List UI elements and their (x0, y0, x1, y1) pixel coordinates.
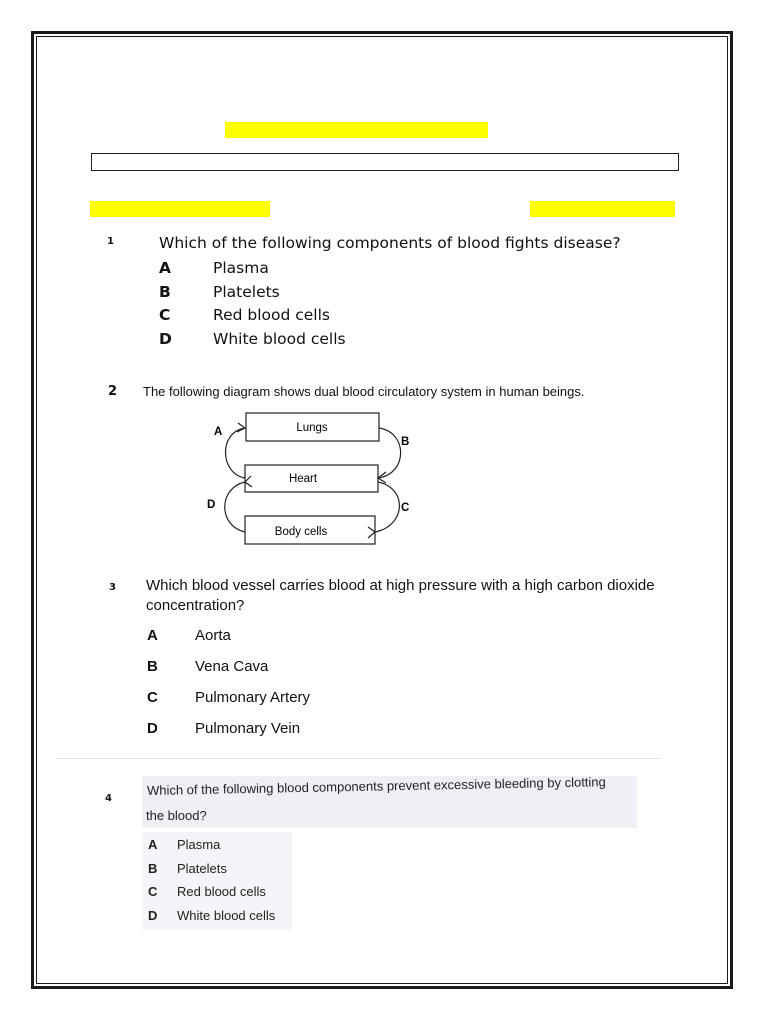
heart-label: Heart (288, 473, 318, 485)
option-text: Aorta (195, 627, 231, 644)
option-text: Plasma (177, 837, 221, 852)
question-number: 2 (108, 384, 118, 399)
arrow-label-c: C (401, 502, 410, 514)
option-text: Red blood cells (177, 884, 266, 899)
name-highlight (90, 201, 270, 217)
option-letter: D (148, 908, 158, 923)
arrow-label-d: D (207, 499, 216, 511)
arrow-c (375, 482, 399, 532)
option-letter: D (159, 330, 172, 348)
option-text: Platelets (177, 861, 227, 876)
question-text-line2: the blood? (146, 808, 207, 823)
option-letter: B (159, 283, 171, 301)
question-number: 3 (109, 582, 116, 593)
question-text-line1: Which of the following blood components prevent excessive bleeding by clotting (146, 774, 606, 798)
option-letter: C (147, 689, 158, 706)
arrow-b (378, 428, 401, 478)
arrow-d (225, 482, 245, 532)
option-text: White blood cells (213, 330, 346, 348)
header-input-box[interactable] (91, 153, 679, 171)
circulation-diagram (200, 408, 430, 548)
option-text: Plasma (213, 259, 269, 277)
arrow-a (225, 428, 245, 478)
question-number: 4 (105, 793, 112, 804)
question-text-line2: concentration? (146, 597, 245, 614)
option-letter: D (147, 720, 158, 737)
option-text: Pulmonary Vein (195, 720, 301, 737)
option-letter: C (159, 306, 171, 324)
lungs-label: Lungs (296, 422, 328, 434)
title-highlight (225, 122, 488, 138)
option-text: Pulmonary Artery (195, 689, 311, 706)
arrow-label-a: A (214, 426, 223, 438)
option-letter: A (148, 837, 158, 852)
option-text: Platelets (213, 283, 280, 301)
question-text: The following diagram shows dual blood circulatory system in human beings. (143, 384, 585, 399)
option-text: White blood cells (177, 908, 276, 923)
question-number: 1 (107, 236, 114, 247)
arrow-label-b: B (401, 436, 410, 448)
option-letter: B (147, 658, 158, 675)
option-text: Red blood cells (213, 306, 330, 324)
scan-divider (56, 758, 660, 759)
option-letter: B (148, 861, 158, 876)
question-text: Which of the following components of blood fights disease? (159, 234, 621, 252)
option-letter: C (148, 884, 158, 899)
body-cells-label: Body cells (274, 526, 328, 538)
option-letter: A (159, 259, 171, 277)
date-highlight (530, 201, 675, 217)
question-text-line1: Which blood vessel carries blood at high pressure with a high carbon dioxide (146, 577, 655, 594)
option-letter: A (147, 627, 158, 644)
option-text: Vena Cava (195, 658, 269, 675)
